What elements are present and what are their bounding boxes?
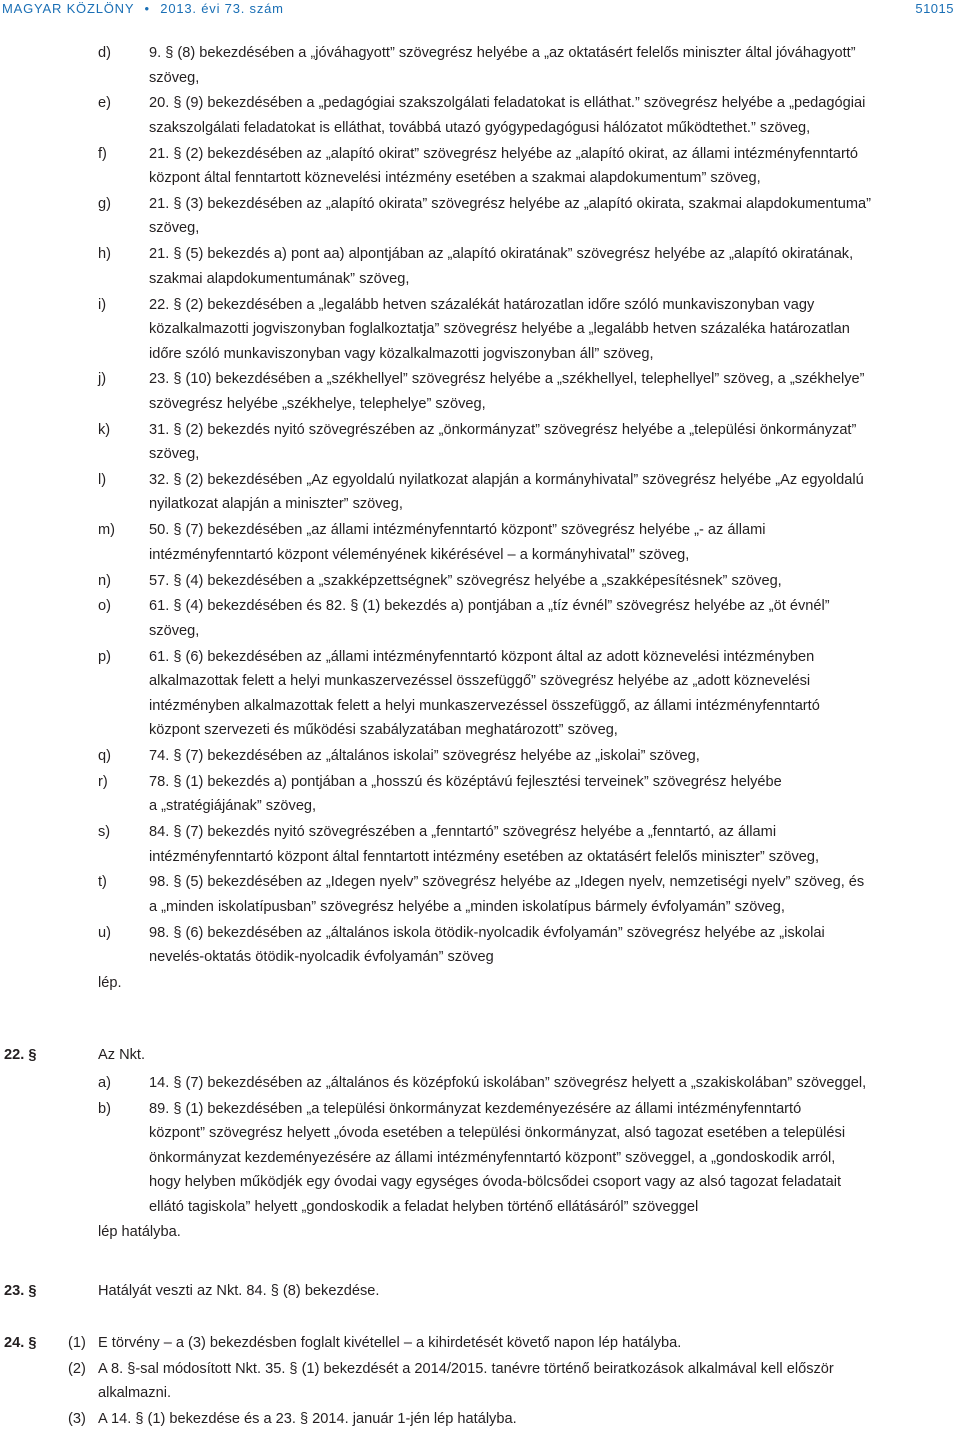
amendment-item-label: d): [98, 45, 111, 61]
amendment-item-text: szövegrész helyébe „székhelye, telephelye” szöveg,: [149, 395, 486, 412]
amendment-item-text: 9. § (8) bekezdésében a „jóváhagyott” szövegrész helyébe a „az oktatásért felelős miniszter által jóváhagyott”: [149, 45, 856, 61]
paragraph-text: E törvény – a (3) bekezdésben foglalt kivétellel – a kihirdetését követő napon lép hatályba.: [98, 1335, 682, 1351]
journal-name: MAGYAR KÖZLÖNY: [2, 1, 135, 16]
amendment-item-label: t): [98, 874, 107, 891]
issue-label: 2013. évi 73. szám: [160, 1, 284, 16]
amendment-item-text: hogy helyben működjék egy óvodai vagy egységes óvoda-bölcsődei csoport vagy az alsó tagozat feladatait: [149, 1174, 842, 1191]
section-number: 24. §: [4, 1335, 37, 1351]
paragraph-label: (2): [68, 1360, 86, 1377]
amendment-item-text: 89. § (1) bekezdésében „a települési önkormányzat kezdeményezésére az állami intézményfenntartó: [149, 1100, 802, 1117]
section-number: 23. §: [4, 1283, 37, 1299]
paragraph-text: A 8. §-sal módosított Nkt. 35. § (1) bekezdését a 2014/2015. tanévre történő beiratkozások alkalmával kell először: [98, 1360, 834, 1377]
amendment-item-text: szakmai alapdokumentumának” szöveg,: [149, 270, 410, 287]
amendment-item-text: ellátó tagiskola” helyett „gondoskodik a feladat helyben történő ellátásáról” szöveggel: [149, 1198, 699, 1215]
amendment-item-label: q): [98, 747, 111, 764]
amendment-item-text: 32. § (2) bekezdésében „Az egyoldalú nyilatkozat alapján a kormányhivatal” szövegrész helyébe „Az egyoldalú: [149, 471, 864, 488]
amendment-item-label: a): [98, 1075, 111, 1091]
amendment-item-label: l): [98, 471, 107, 488]
amendment-item-text: intézményfenntartó központ véleményének kikérésével – a kormányhivatal” szöveg,: [149, 546, 690, 563]
amendment-item-text: szöveg,: [149, 446, 200, 463]
amendment-item-text: önkormányzat kezdeményezésére az állami intézményfenntartó központ” szöveggel, a „gondoskodik arról,: [149, 1149, 836, 1166]
amendment-item-label: e): [98, 95, 111, 112]
amendment-item-text: időre szóló munkaviszonyban vagy közalkalmazotti jogviszonyban áll” szöveg,: [149, 345, 654, 362]
amendment-item-text: központ által fenntartott köznevelési intézmény esetében a szakmai alapdokumentum” szöveg,: [149, 170, 761, 187]
section-intro: Az Nkt.: [98, 1047, 146, 1063]
amendment-item-text: szöveg,: [149, 622, 200, 639]
amendment-item-text: a „stratégiájának” szöveg,: [149, 798, 317, 815]
amendment-item-label: u): [98, 924, 111, 941]
amendment-item-text: 22. § (2) bekezdésében a „legalább hetven százalékát határozatlan időre szóló munkaviszonyban vagy: [149, 296, 815, 313]
amendment-item-label: o): [98, 598, 111, 615]
section-text: Hatályát veszti az Nkt. 84. § (8) bekezdése.: [98, 1283, 380, 1299]
page-number: 51015: [915, 1, 954, 16]
header-publication: [2, 1, 284, 16]
amendment-item-text: szakszolgálati feladatokat is elláthat, továbbá utazó gyógypedagógusi hálózatot működtethet.” szöveg,: [149, 119, 811, 136]
amendment-item-text: nyilatkozat alapján a miniszter” szöveg,: [149, 496, 403, 513]
amendment-item-label: h): [98, 246, 111, 263]
paragraph-text: alkalmazni.: [98, 1385, 171, 1402]
amendment-item-label: r): [98, 773, 108, 790]
amendment-item-text: 84. § (7) bekezdés nyitó szövegrészében a „fenntartó” szövegrész helyébe a „fenntartó, az állami: [149, 824, 777, 840]
amendment-item-text: 61. § (6) bekezdésében az „állami intézményfenntartó központ által az adott köznevelési intézményben: [149, 648, 815, 665]
amendment-item-text: 31. § (2) bekezdés nyitó szövegrészében az „önkormányzat” szövegrész helyébe a „települési önkormányzat”: [149, 421, 857, 438]
amendment-item-text: 23. § (10) bekezdésében a „székhellyel” szövegrész helyébe a „székhellyel, telephellyel” szöveg, a „székhelye”: [149, 371, 865, 388]
amendment-item-text: intézményben alkalmazottak felett a helyi munkaszervezéssel összefüggő, az állami intézményfenntartó: [149, 697, 820, 714]
amendment-item-text: alkalmazottak felett a helyi munkaszervezéssel összefüggő” szövegrész helyébe az „adott köznevelési: [149, 673, 811, 690]
amendment-item-label: n): [98, 572, 111, 589]
amendment-item-text: 21. § (5) bekezdés a) pont aa) alpontjában az „alapító okiratának” szövegrész helyébe az „alapító okiratának,: [149, 246, 854, 263]
closing-text: lép hatályba.: [98, 1223, 181, 1240]
amendment-item-label: b): [98, 1100, 111, 1117]
amendment-item-text: nevelés-oktatás ötödik-nyolcadik évfolyamán” szöveg: [149, 949, 494, 966]
amendment-item-text: 98. § (5) bekezdésében az „Idegen nyelv” szövegrész helyébe az „Idegen nyelv, nemzetiségi nyelv” szöveg, és: [149, 874, 865, 891]
amendment-item-text: 98. § (6) bekezdésében az „általános iskola ötödik-nyolcadik évfolyamán” szövegrész helyébe az „iskolai: [149, 924, 825, 941]
page-header: [0, 0, 960, 22]
amendment-item-text: intézményfenntartó központ által fenntartott intézmény esetében az oktatásért felelős miniszter” szöveg,: [149, 848, 820, 865]
paragraph-label: (1): [68, 1335, 86, 1351]
section-number: 22. §: [4, 1047, 37, 1063]
header-bullet: •: [144, 1, 150, 16]
amendment-item-text: közalkalmazotti jogviszonyban foglalkoztatja” szövegrész helyébe a „legalább hetven százaléka határozatlan: [149, 321, 850, 337]
amendment-item-text: a „minden iskolatípusban” szövegrész helyébe a „minden iskolatípus bármely évfolyamán” szöveg,: [149, 898, 785, 915]
amendment-item-text: 21. § (2) bekezdésében az „alapító okirat” szövegrész helyébe az „alapító okirat, az állami intézményfenntartó: [149, 145, 858, 162]
amendment-item-label: i): [98, 296, 107, 313]
paragraph-label: (3): [68, 1411, 86, 1428]
amendment-item-text: 14. § (7) bekezdésében az „általános és középfokú iskolában” szövegrész helyett a „szakiskolában” szöveggel,: [149, 1075, 867, 1091]
amendment-item-label: f): [98, 145, 107, 162]
amendment-item-label: m): [98, 522, 116, 539]
paragraph-text: A 14. § (1) bekezdése és a 23. § 2014. január 1-jén lép hatályba.: [98, 1411, 517, 1428]
amendment-item-label: k): [98, 421, 111, 438]
amendment-item-text: szöveg,: [149, 220, 200, 237]
amendment-item-label: s): [98, 824, 111, 840]
amendment-item-text: 21. § (3) bekezdésében az „alapító okirata” szövegrész helyébe az „alapító okirata, szakmai alapdokumentuma”: [149, 195, 871, 212]
amendment-item-text: központ szervezeti és működési szabályzatában meghatározott” szöveg,: [149, 722, 618, 739]
amendment-item-label: p): [98, 648, 111, 665]
amendment-item-text: szöveg,: [149, 69, 200, 86]
amendment-item-text: 50. § (7) bekezdésében „az állami intézményfenntartó központ” szövegrész helyébe „- az állami: [149, 522, 766, 539]
amendment-item-text: 57. § (4) bekezdésében a „szakképzettségnek” szövegrész helyébe a „szakképesítésnek” szöveg,: [149, 572, 782, 589]
amendment-item-text: 61. § (4) bekezdésében és 82. § (1) bekezdés a) pontjában a „tíz évnél” szövegrész helyébe az „öt évnél”: [149, 598, 830, 615]
amendment-item-text: 74. § (7) bekezdésében az „általános iskolai” szövegrész helyébe az „iskolai” szöveg,: [149, 747, 700, 764]
amendment-item-text: központ” szövegrész helyett „óvoda esetében a települési önkormányzat, alsó tagozat esetében a települési: [149, 1125, 846, 1142]
amendment-item-label: j): [98, 371, 107, 388]
amendment-item-text: 78. § (1) bekezdés a) pontjában a „hosszú és középtávú fejlesztési terveinek” szövegrész helyébe: [149, 773, 782, 790]
amendment-item-text: 20. § (9) bekezdésében a „pedagógiai szakszolgálati feladatokat is elláthat.” szövegrész helyébe a „pedagógiai: [149, 95, 866, 112]
closing-text: lép.: [98, 974, 122, 991]
amendment-item-label: g): [98, 195, 111, 212]
